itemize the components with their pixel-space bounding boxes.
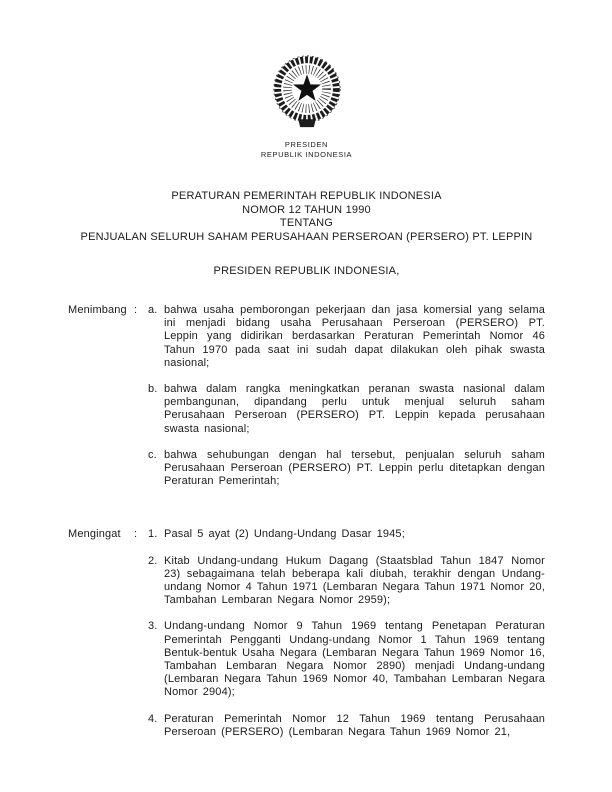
consideration-item-a: [148, 304, 545, 370]
letterhead: [68, 140, 545, 160]
title-line-2: NOMOR 12 TAHUN 1990: [242, 203, 371, 216]
item-text: Pasal 5 ayat (2) Undang-Undang Dasar 1945;: [164, 528, 405, 541]
section-colon: :: [134, 304, 138, 316]
legal-basis-item-2: [148, 555, 545, 608]
item-marker: b.: [148, 383, 158, 396]
title-line-1: PERATURAN PEMERINTAH REPUBLIK INDONESIA: [171, 190, 442, 202]
salutation: PRESIDEN REPUBLIK INDONESIA,: [213, 265, 400, 277]
regulation-title: [68, 190, 545, 244]
item-marker: 4.: [148, 712, 158, 725]
item-text: bahwa sehubungan dengan hal tersebut, penjualan seluruh saham Perusahaan Perseroan (PERSERO) PT. Leppin perlu ditetapkan dengan Peraturan Pemerintah;: [164, 448, 545, 488]
item-marker: 2.: [148, 554, 158, 567]
section-label-menimbang: Menimbang: [68, 304, 127, 316]
consideration-item-c: [148, 449, 545, 489]
consideration-item-b: [148, 383, 545, 436]
title-line-4: PENJUALAN SELURUH SAHAM PERUSAHAAN PERSEROAN (PERSERO) PT. LEPPIN: [80, 230, 533, 243]
emblem-container: [68, 50, 545, 137]
section-colon: :: [134, 528, 138, 541]
item-marker: c.: [148, 448, 157, 461]
item-marker: 1.: [148, 528, 158, 541]
legal-basis-item-3: [148, 620, 545, 699]
item-text: bahwa dalam rangka meningkatkan peranan swasta nasional dalam pembangunan, dipandang perlu untuk menjual seluruh saham Perusahaan Perseroan (PERSERO) PT. Leppin kepada perusahaan swasta nasional;: [164, 383, 545, 435]
legal-basis-item-4: [148, 713, 545, 739]
title-line-3: TENTANG: [279, 217, 334, 229]
item-text: Peraturan Pemerintah Nomor 12 Tahun 1969 tentang Perusahaan Perseroan (PERSERO) (Lembaran Negara Tahun 1969 Nomor 21,: [164, 712, 545, 738]
letterhead-republik-indonesia: REPUBLIK INDONESIA: [260, 150, 353, 159]
item-marker: 3.: [148, 620, 158, 633]
letterhead-presiden: PRESIDEN: [284, 140, 329, 149]
legal-basis-item-1: [148, 528, 545, 541]
item-marker: a.: [148, 304, 158, 316]
section-label-mengingat: Mengingat: [68, 528, 121, 541]
item-text: Undang-undang Nomor 9 Tahun 1969 tentang Penetapan Peraturan Pemerintah Pengganti Undang-undang Nomor 1 Tahun 1969 tentang Bentuk-bentuk Usaha Negara (Lembaran Negara Tahun 1969 Nomor 16, Tambahan Lembaran Negara Nomor 2890) menjadi Undang-undang (Lembaran Negara Tahun 1969 Nomor 40, Tambahan Lembaran Negara Nomor 2904);: [164, 620, 545, 699]
mengingat-items: [148, 528, 545, 739]
item-text: Kitab Undang-undang Hukum Dagang (Staatsblad Tahun 1847 Nomor 23) sebagaimana telah beberapa kali diubah, terakhir dengan Undang-undang Nomor 4 Tahun 1971 (Lembaran Negara Tahun 1971 Nomor 20, Tambahan Lembaran Negara Nomor 2959);: [164, 554, 545, 607]
item-text: bahwa usaha pemborongan pekerjaan dan jasa komersial yang selama ini menjadi bidang usaha Perusahaan Perseroan (PERSERO) PT. Leppin yang didirikan berdasarkan Peraturan Pemerintah Nomor 46 Tahun 1970 pada saat ini sudah dapat dilakukan oleh pihak swasta nasional;: [164, 304, 545, 369]
menimbang-items: [148, 304, 545, 488]
state-star-emblem-icon: [257, 50, 357, 132]
mengingat-section: [68, 528, 545, 739]
menimbang-section: [68, 304, 545, 488]
